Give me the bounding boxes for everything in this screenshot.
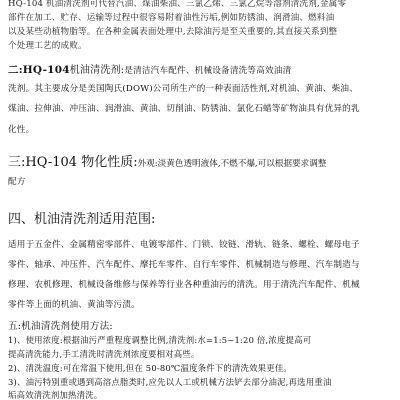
section-five-line-1: 1)、使用浓度:根据油污严重程度调整比例,清洗剂:水=1:5~1:20 倍,浓度提高可 (8, 335, 312, 345)
section-two-title-rest: 是清洁汽车配件、机械设备清洗等高效油清 (124, 66, 292, 76)
section-three-title: 三:HQ-104 物化性质: (8, 155, 138, 170)
section-three-line-1: 配方 (8, 177, 26, 187)
section-four-line-1: 适用于五金件、金属精密零部件、电镀零部件、门锁、铰链、滑轨、链条、螺栓、螺母电子 (8, 240, 360, 250)
section-four-heading: 四、机油清洗剂适用范围: (8, 212, 156, 227)
section-five-line-3: 2)、清洗温度:可在常温下使用,但在 50-80℃温度条件下的清洗效果更佳。 (8, 363, 292, 373)
section-four-line-4: 零件等上面的机油、黄油等污渍。 (8, 300, 140, 310)
section-five-heading: 五:机油清洗剂使用方法: (8, 321, 113, 332)
intro-line-1: HQ-104 机油清洗剂可代替汽油、煤油柴油、三氯乙烯、三氯乙烷等溶剂清洗剂,金属零 (8, 0, 347, 9)
section-two-line-3: 化性。 (8, 125, 35, 135)
section-two-title-suffix: 机油清洗剂: (69, 65, 125, 76)
section-two-heading (8, 61, 291, 77)
intro-line-4: 个处理工艺的成败。 (8, 41, 87, 51)
section-five-line-5: 垢高效清洗剂加热清洗。 (8, 390, 103, 400)
section-three-heading (8, 151, 326, 170)
intro-line-3: 以及某些动植物脂等。在各种金属表面处理中,去除油污是至关重要的,其直接关系到整 (8, 27, 338, 37)
section-two-line-2: 煤油、拉伸油、冲压油、润滑油、黄油、切削油、防锈油、氯化石蜡等矿物油具有优异的乳 (8, 104, 360, 114)
section-five-line-2: 提高清洗能力,手工清洗时清洗剂浓度要相对高些。 (8, 349, 200, 359)
section-three-title-rest: 外观:淡黄色透明液体,不燃不爆,可以根据要求调整 (137, 159, 327, 169)
section-two-line-1: 洗剂。其主要成分是美国陶氏(DOW)公司所生产的一种表面活性剂,对机油、黄油、柴油、 (8, 84, 358, 94)
section-two-title-prefix: 二:HQ-104 (8, 64, 70, 76)
section-four-line-3: 修理、农机修理、机械设备维修与保养等行业各种重油污的清洗。用于清洗汽车配件、机械 (8, 280, 360, 290)
section-four-line-2: 零件、轴承、冲压件、汽车配件、摩托车零件、自行车零件、机械制造与修理、汽车制造与 (8, 260, 360, 270)
section-five-line-4: 3)、油污特别重或遇到高溶点脂类时,应先以人工或机械方法铲去部分油泥,再选用重油 (8, 377, 332, 387)
intro-line-2: 部件在加工、贮存、运输等过程中很容易附着油性污垢,例如防锈油、润滑油、燃料油 (8, 13, 335, 23)
